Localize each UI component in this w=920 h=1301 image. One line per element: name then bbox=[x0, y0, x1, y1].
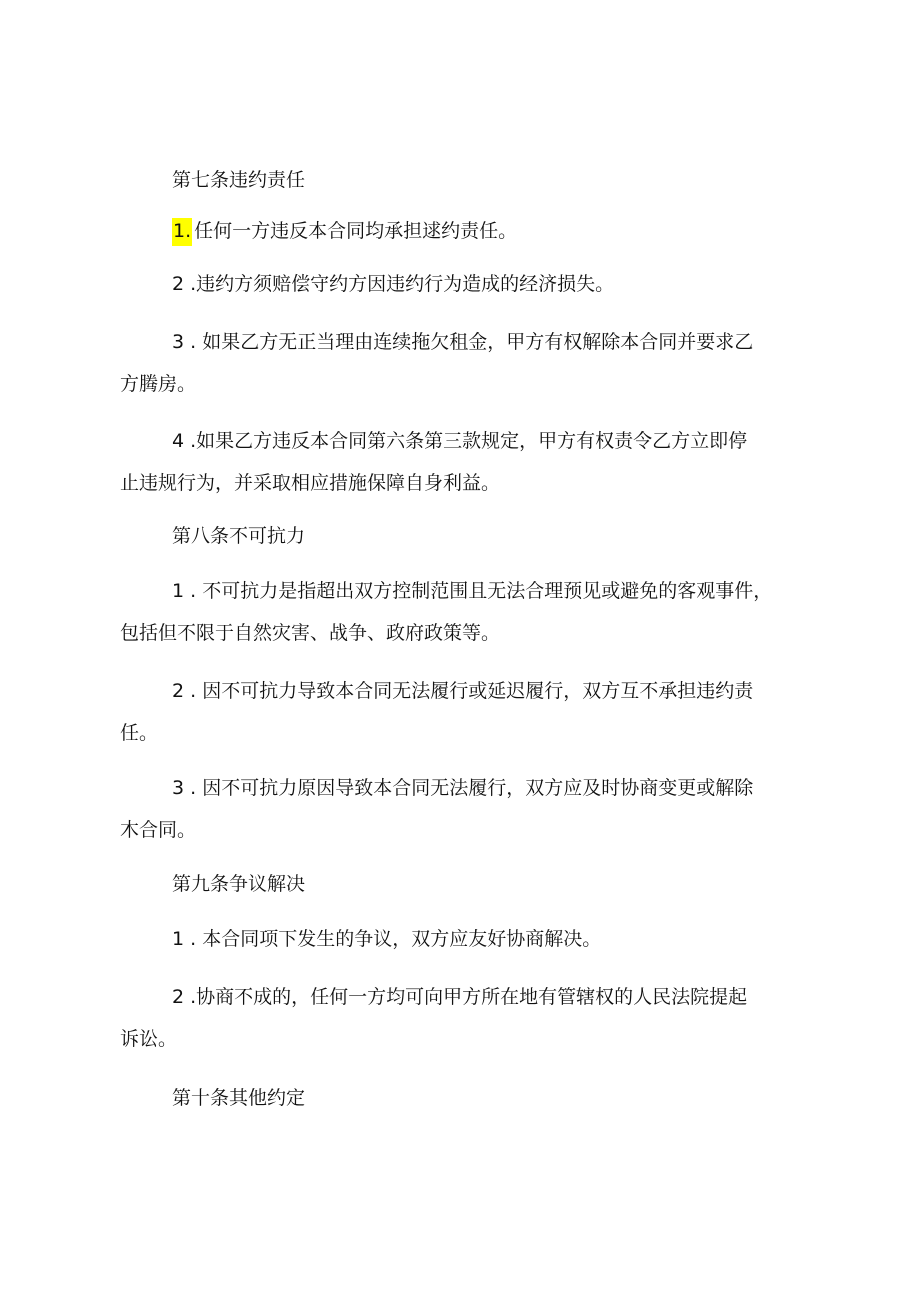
article-9-clause-2 bbox=[120, 985, 810, 1051]
clause-text: 任何一方违反本合同均承担逑约责任。 bbox=[194, 220, 518, 242]
clause-text: 2 .违约方须赔偿守约方因违约行为造成的经济损失。 bbox=[172, 273, 615, 295]
clause-text-line-2: 任。 bbox=[120, 722, 159, 744]
clause-text-line-1: 3 . 因不可抗力原因导致本合同无法履行，双方应及时协商变更或解除 bbox=[172, 777, 754, 799]
article-9-clause-1 bbox=[120, 927, 810, 951]
article-8-heading: 第八条不可抗力 bbox=[172, 525, 306, 547]
clause-text-line-1: 4 .如果乙方违反本合同第六条第三款规定，甲方有权责令乙方立即停 bbox=[172, 430, 748, 452]
clause-text-line-1: 3 . 如果乙方无正当理由连续拖欠租金，甲方有权解除本合同并要求乙 bbox=[172, 331, 754, 353]
article-10-heading: 第十条其他约定 bbox=[172, 1087, 306, 1109]
article-7-clause-3 bbox=[120, 330, 810, 396]
highlighted-clause-number: 1. bbox=[172, 218, 192, 246]
clause-text-line-2: 止违规行为，并采取相应措施保障自身利益。 bbox=[120, 472, 501, 494]
article-9-heading: 第九条争议解决 bbox=[172, 873, 306, 895]
clause-text-line-2: 方腾房。 bbox=[120, 373, 197, 395]
article-8-clause-2 bbox=[120, 679, 810, 745]
clause-text-line-2: 诉讼。 bbox=[120, 1028, 178, 1050]
article-8-clause-3 bbox=[120, 776, 810, 842]
article-7-clause-4 bbox=[120, 429, 810, 495]
clause-text-line-2: 包括但不限于自然灾害、战争、政府政策等。 bbox=[120, 622, 501, 644]
clause-text-line-1: 2 .协商不成的，任何一方均可向甲方所在地有管辖权的人民法院提起 bbox=[172, 986, 748, 1008]
clause-text-line-2: 木合同。 bbox=[120, 819, 197, 841]
clause-text-line-1: 1 . 不可抗力是指超出双方控制范围且无法合理预见或避免的客观事件， bbox=[172, 580, 773, 602]
clause-text-line-1: 2 . 因不可抗力导致本合同无法履行或延迟履行，双方互不承担违约责 bbox=[172, 680, 754, 702]
article-8-clause-1 bbox=[120, 579, 810, 645]
article-7-clause-1 bbox=[120, 219, 810, 243]
clause-text: 1 . 本合同项下发生的争议，双方应友好协商解决。 bbox=[172, 928, 602, 950]
article-7-heading: 第七条违约责任 bbox=[172, 169, 306, 191]
article-7-clause-2 bbox=[120, 272, 810, 296]
